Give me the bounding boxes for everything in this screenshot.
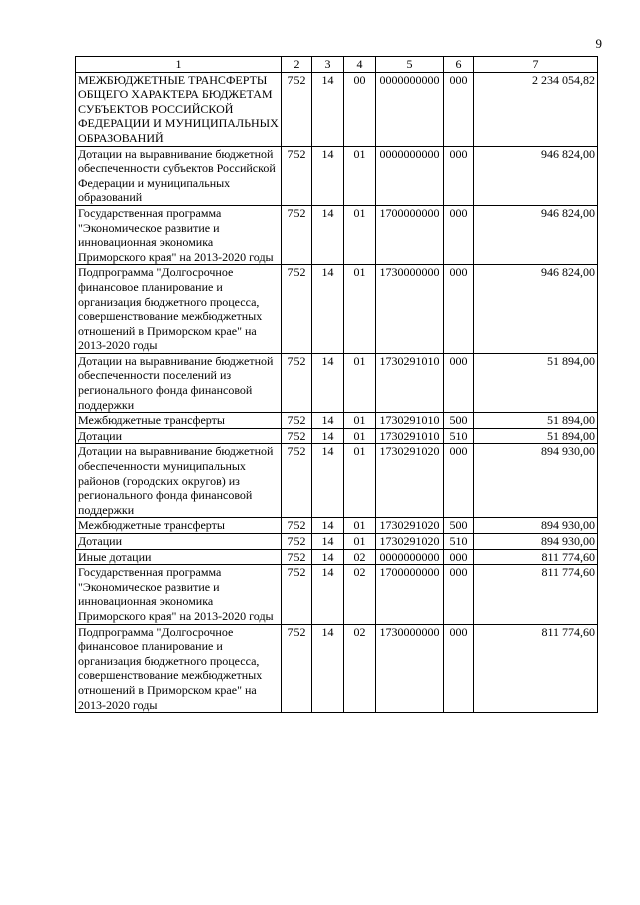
- target-article-code: 1730291020: [376, 444, 444, 518]
- target-article-code: 1730291020: [376, 534, 444, 550]
- target-article-code: 1730291010: [376, 413, 444, 429]
- table-row: [76, 428, 598, 444]
- section-code: 14: [312, 353, 344, 412]
- row-name: Межбюджетные трансферты: [76, 413, 282, 429]
- row-name: Государственная программа "Экономическое развитие и инновационная экономика Приморского края" на 2013-2020 годы: [76, 565, 282, 624]
- row-name: МЕЖБЮДЖЕТНЫЕ ТРАНСФЕРТЫ ОБЩЕГО ХАРАКТЕРА БЮДЖЕТАМ СУБЪЕКТОВ РОССИЙСКОЙ ФЕДЕРАЦИИ И МУНИЦИПАЛЬНЫХ ОБРАЗОВАНИЙ: [76, 72, 282, 146]
- section-code: 14: [312, 205, 344, 264]
- amount: 2 234 054,82: [474, 72, 598, 146]
- expense-type-code: 000: [444, 205, 474, 264]
- table-row: [76, 444, 598, 518]
- target-article-code: 1730291010: [376, 428, 444, 444]
- section-code: 14: [312, 413, 344, 429]
- subsection-code: 02: [344, 565, 376, 624]
- subsection-code: 01: [344, 146, 376, 205]
- expense-type-code: 000: [444, 444, 474, 518]
- expense-type-code: 510: [444, 534, 474, 550]
- subsection-code: 01: [344, 413, 376, 429]
- section-code: 14: [312, 72, 344, 146]
- amount: 811 774,60: [474, 624, 598, 713]
- table-row: [76, 624, 598, 713]
- target-article-code: 0000000000: [376, 146, 444, 205]
- expense-type-code: 000: [444, 72, 474, 146]
- row-name: Подпрограмма "Долгосрочное финансовое планирование и организация бюджетного процесса, совершенствование межбюджетных отношений в Приморском крае" на 2013-2020 годы: [76, 265, 282, 354]
- column-header: 5: [376, 57, 444, 73]
- amount: 51 894,00: [474, 428, 598, 444]
- subsection-code: 01: [344, 444, 376, 518]
- subsection-code: 02: [344, 549, 376, 565]
- expense-type-code: 510: [444, 428, 474, 444]
- table-row: [76, 72, 598, 146]
- row-name: Дотации на выравнивание бюджетной обеспеченности поселений из регионального фонда финансовой поддержки: [76, 353, 282, 412]
- subsection-code: 02: [344, 624, 376, 713]
- column-header: 2: [282, 57, 312, 73]
- expense-type-code: 000: [444, 353, 474, 412]
- subsection-code: 01: [344, 518, 376, 534]
- amount: 811 774,60: [474, 549, 598, 565]
- ministry-code: 752: [282, 624, 312, 713]
- section-code: 14: [312, 444, 344, 518]
- amount: 946 824,00: [474, 265, 598, 354]
- amount: 946 824,00: [474, 205, 598, 264]
- row-name: Дотации на выравнивание бюджетной обеспеченности муниципальных районов (городских округов) из регионального фонда финансовой поддержки: [76, 444, 282, 518]
- ministry-code: 752: [282, 534, 312, 550]
- target-article-code: 1730000000: [376, 624, 444, 713]
- ministry-code: 752: [282, 265, 312, 354]
- target-article-code: 0000000000: [376, 72, 444, 146]
- amount: 51 894,00: [474, 353, 598, 412]
- ministry-code: 752: [282, 353, 312, 412]
- expense-type-code: 000: [444, 265, 474, 354]
- row-name: Подпрограмма "Долгосрочное финансовое планирование и организация бюджетного процесса, совершенствование межбюджетных отношений в Приморском крае" на 2013-2020 годы: [76, 624, 282, 713]
- target-article-code: 1700000000: [376, 205, 444, 264]
- row-name: Дотации: [76, 534, 282, 550]
- row-name: Дотации на выравнивание бюджетной обеспеченности субъектов Российской Федерации и муниципальных образований: [76, 146, 282, 205]
- subsection-code: 01: [344, 353, 376, 412]
- subsection-code: 01: [344, 205, 376, 264]
- ministry-code: 752: [282, 444, 312, 518]
- table-row: [76, 265, 598, 354]
- subsection-code: 00: [344, 72, 376, 146]
- section-code: 14: [312, 565, 344, 624]
- section-code: 14: [312, 518, 344, 534]
- ministry-code: 752: [282, 413, 312, 429]
- target-article-code: 0000000000: [376, 549, 444, 565]
- table-row: [76, 565, 598, 624]
- expense-type-code: 000: [444, 624, 474, 713]
- column-header: 1: [76, 57, 282, 73]
- ministry-code: 752: [282, 428, 312, 444]
- expense-type-code: 500: [444, 413, 474, 429]
- target-article-code: 1730291020: [376, 518, 444, 534]
- section-code: 14: [312, 265, 344, 354]
- table-row: [76, 549, 598, 565]
- column-header: 4: [344, 57, 376, 73]
- section-code: 14: [312, 534, 344, 550]
- ministry-code: 752: [282, 72, 312, 146]
- section-code: 14: [312, 549, 344, 565]
- ministry-code: 752: [282, 565, 312, 624]
- expense-type-code: 000: [444, 565, 474, 624]
- ministry-code: 752: [282, 518, 312, 534]
- amount: 894 930,00: [474, 518, 598, 534]
- section-code: 14: [312, 624, 344, 713]
- amount: 894 930,00: [474, 444, 598, 518]
- subsection-code: 01: [344, 265, 376, 354]
- amount: 894 930,00: [474, 534, 598, 550]
- subsection-code: 01: [344, 534, 376, 550]
- expense-type-code: 000: [444, 549, 474, 565]
- target-article-code: 1730291010: [376, 353, 444, 412]
- table-row: [76, 413, 598, 429]
- expense-type-code: 500: [444, 518, 474, 534]
- table-row: [76, 353, 598, 412]
- budget-table: [75, 56, 598, 713]
- section-code: 14: [312, 146, 344, 205]
- expense-type-code: 000: [444, 146, 474, 205]
- row-name: Межбюджетные трансферты: [76, 518, 282, 534]
- ministry-code: 752: [282, 549, 312, 565]
- section-code: 14: [312, 428, 344, 444]
- column-header: 6: [444, 57, 474, 73]
- amount: 946 824,00: [474, 146, 598, 205]
- table-header-row: [76, 57, 598, 73]
- amount: 51 894,00: [474, 413, 598, 429]
- table-row: [76, 205, 598, 264]
- target-article-code: 1700000000: [376, 565, 444, 624]
- target-article-code: 1730000000: [376, 265, 444, 354]
- page-number: 9: [595, 36, 602, 51]
- table-row: [76, 534, 598, 550]
- table-row: [76, 146, 598, 205]
- column-header: 3: [312, 57, 344, 73]
- row-name: Иные дотации: [76, 549, 282, 565]
- ministry-code: 752: [282, 146, 312, 205]
- subsection-code: 01: [344, 428, 376, 444]
- row-name: Дотации: [76, 428, 282, 444]
- column-header: 7: [474, 57, 598, 73]
- amount: 811 774,60: [474, 565, 598, 624]
- row-name: Государственная программа "Экономическое развитие и инновационная экономика Приморского края" на 2013-2020 годы: [76, 205, 282, 264]
- table-row: [76, 518, 598, 534]
- ministry-code: 752: [282, 205, 312, 264]
